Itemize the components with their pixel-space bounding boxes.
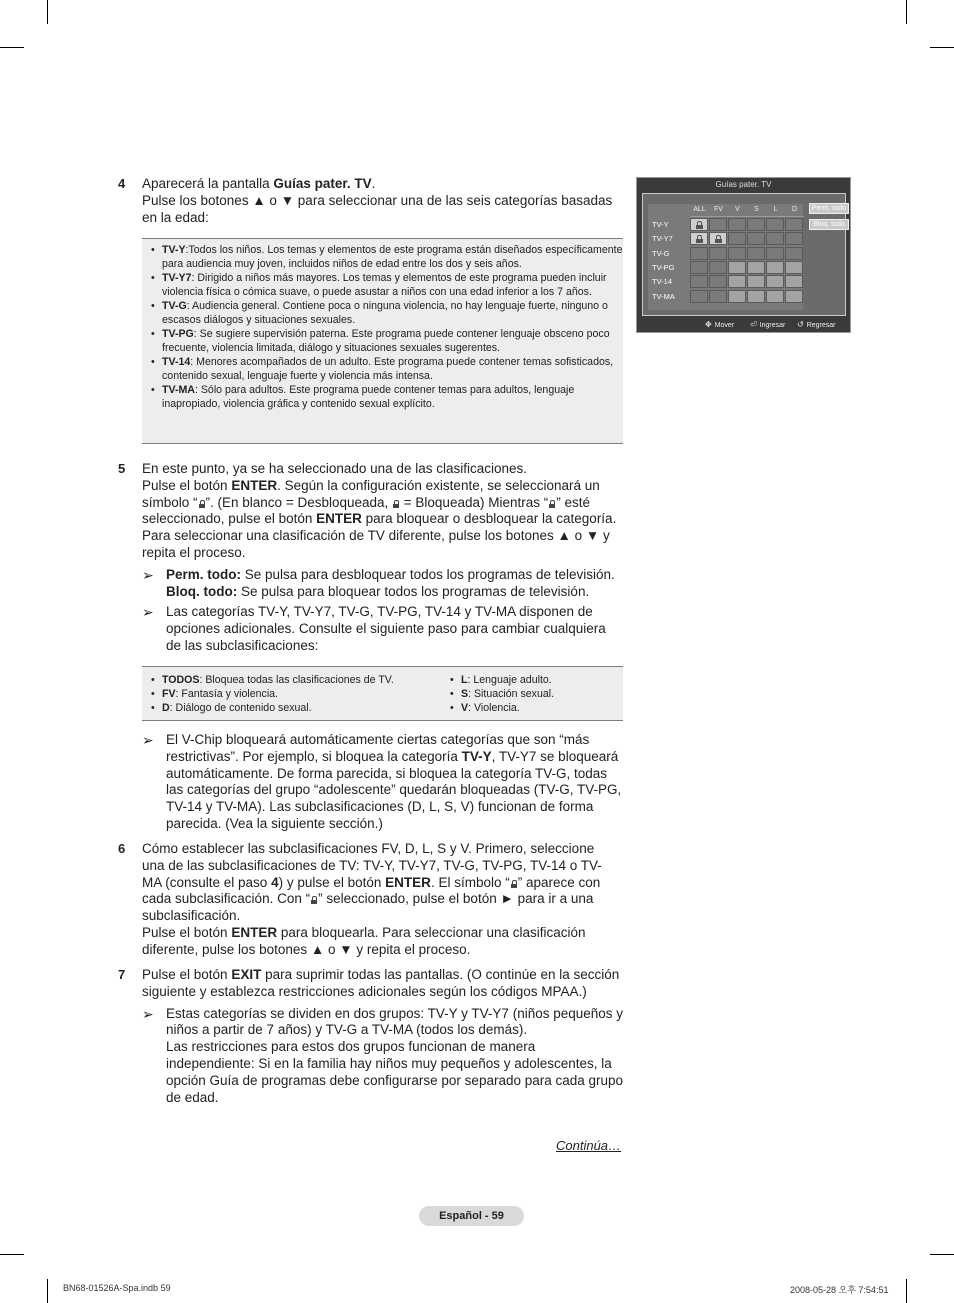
subrating-item bbox=[142, 673, 442, 687]
item-desc: :Todos los niños. Los temas y elementos de este programa están diseñados específicamente para audiencia muy joven, incluidos niños de edad entre los dos y seis años. bbox=[162, 244, 623, 270]
item-label: V bbox=[461, 702, 469, 714]
foot-move bbox=[705, 320, 734, 329]
row-label[interactable]: TV-G bbox=[652, 248, 670, 258]
arrow-icon: ➢ bbox=[142, 566, 154, 583]
foot-enter-label: Ingresar bbox=[759, 322, 786, 329]
item-desc: : Sólo para adultos. Este programa puede contener temas para adultos, lenguaje inapropiado, violencia gráfica y contenido sexual explícito. bbox=[162, 384, 575, 410]
step-text: Aparecerá la pantalla bbox=[142, 176, 274, 191]
column-header: L bbox=[766, 204, 785, 217]
rating-cell[interactable] bbox=[690, 218, 708, 231]
foot-return bbox=[797, 320, 836, 329]
perm-todo-button[interactable]: Perm. todo bbox=[809, 203, 849, 214]
item-desc: : Se sugiere supervisión paterna. Este programa puede contener lenguaje obsceno poco frecuente, violencia limitada, diálogo y situaciones sexuales sugerentes. bbox=[162, 328, 610, 354]
item-desc: : Diálogo de contenido sexual. bbox=[169, 702, 312, 714]
step-text: Cómo establecer las subclasificaciones FV, D, L, S y V. Primero, seleccione una de las subclasificaciones de TV: TV-Y, TV-Y7, TV-G, TV-PG, TV-14 o TV-MA (consulte el paso 4) y pulse el botón ENTER. El símbolo “ ” aparece con cada subclasificación. Con “ ” seleccionado, pulse el botón ► para ir a una subclasificación. bbox=[142, 841, 602, 924]
rating-item bbox=[142, 243, 623, 271]
column-header: D bbox=[785, 204, 804, 217]
continue-label: Continúa… bbox=[556, 1138, 622, 1153]
step-text: Pulse los botones ▲ o ▼ para seleccionar una de las seis categorías basadas en la edad: bbox=[142, 192, 613, 225]
rating-cell[interactable] bbox=[766, 247, 784, 260]
foot-enter bbox=[750, 320, 785, 329]
rating-item bbox=[142, 327, 623, 355]
lock-icon bbox=[199, 500, 205, 508]
item-desc: : Bloquea todas las clasificaciones de TV. bbox=[199, 674, 394, 686]
step-number: 7 bbox=[118, 967, 126, 982]
step-bold: Guías pater. TV bbox=[273, 176, 372, 191]
item-label: L bbox=[461, 674, 468, 686]
footer-timestamp: 2008-05-28 오후 7:54:51 bbox=[790, 1285, 889, 1295]
parental-guide-screen bbox=[636, 177, 851, 333]
note-text: El V-Chip bloqueará automáticamente ciertas categorías que son “más restrictivas”. Por ejemplo, si bloquea la categoría TV-Y, TV-Y7 se bloqueará automáticamente. De forma parecida, si bloquea la categoría TV-G, todas las categorías del grupo “adolescente” quedarán bloqueadas (TV-G, TV-PG, TV-14 y TV-MA). Las subclasificaciones (D, L, S, V) funcionan de forma parecida. (Vea la siguiente sección.) bbox=[166, 732, 622, 831]
enter-icon: ⏎ bbox=[750, 320, 757, 329]
subratings-info-box bbox=[142, 666, 623, 721]
rating-cell[interactable] bbox=[690, 232, 708, 245]
step-text: . bbox=[371, 176, 376, 191]
item-label: D bbox=[162, 702, 170, 714]
subrating-item bbox=[441, 687, 621, 701]
rating-cell[interactable] bbox=[728, 218, 746, 231]
rating-cell[interactable] bbox=[728, 232, 746, 245]
rating-cell[interactable] bbox=[728, 247, 746, 260]
note: ➢ Perm. todo: Se pulsa para desbloquear todos los programas de televisión. Bloq. todo: Se pulsa para bloquear todos los programas de televisión. bbox=[142, 566, 615, 599]
rating-cell[interactable] bbox=[709, 247, 727, 260]
item-desc: : Situación sexual. bbox=[468, 688, 555, 700]
column-header: V bbox=[728, 204, 747, 217]
item-desc: : Audiencia general. Contiene poca o ninguna violencia, no hay lenguaje fuerte, ninguno o escasos diálogos y situaciones sexuales. bbox=[162, 300, 608, 326]
rating-item bbox=[142, 299, 623, 327]
note bbox=[142, 1006, 624, 1107]
rating-cell[interactable] bbox=[709, 232, 727, 245]
arrow-icon: ➢ bbox=[142, 732, 154, 748]
row-label[interactable]: TV-PG bbox=[652, 262, 675, 272]
step-number: 5 bbox=[118, 461, 126, 476]
step-number: 6 bbox=[118, 841, 126, 856]
move-arrows-icon: ✥ bbox=[705, 320, 712, 329]
screen-title: Guías pater. TV bbox=[715, 180, 772, 189]
subrating-item bbox=[142, 701, 442, 715]
lock-icon bbox=[696, 221, 703, 229]
bloq-todo-button[interactable]: Bloq. todo bbox=[809, 219, 849, 230]
rating-cell[interactable] bbox=[709, 290, 727, 303]
screen-panel bbox=[642, 193, 846, 316]
rating-cell[interactable] bbox=[728, 261, 746, 274]
subrating-item bbox=[441, 673, 621, 687]
arrow-icon: ➢ bbox=[142, 1005, 154, 1022]
row-label[interactable]: TV-14 bbox=[652, 277, 673, 287]
rating-cell[interactable] bbox=[747, 275, 765, 288]
item-label: TV-PG bbox=[162, 328, 194, 340]
item-label: S bbox=[461, 688, 469, 700]
footer-file: BN68-01526A-Spa.indb 59 bbox=[63, 1283, 171, 1293]
crop-mark bbox=[906, 0, 907, 24]
rating-cell[interactable] bbox=[690, 247, 708, 260]
item-label: TODOS bbox=[162, 674, 200, 686]
note-text: Estas categorías se dividen en dos grupos: TV-Y y TV-Y7 (niños pequeños y niños a partir de 7 años) y TV-G a TV-MA (todos los demás). bbox=[166, 1005, 624, 1038]
rating-cell[interactable] bbox=[766, 218, 784, 231]
lock-icon bbox=[696, 235, 703, 243]
page-number-badge: Español - 59 bbox=[419, 1206, 524, 1226]
item-desc: : Fantasía y violencia. bbox=[175, 688, 279, 700]
lock-icon bbox=[715, 235, 722, 243]
rating-cell[interactable] bbox=[766, 261, 784, 274]
rating-cell[interactable] bbox=[747, 261, 765, 274]
foot-move-label: Mover bbox=[714, 322, 735, 329]
item-label: TV-14 bbox=[162, 356, 191, 368]
crop-mark bbox=[930, 47, 954, 48]
rating-cell[interactable] bbox=[690, 261, 708, 274]
item-desc: : Lenguaje adulto. bbox=[467, 674, 552, 686]
column-header: S bbox=[747, 204, 766, 217]
ratings-info-box bbox=[142, 238, 623, 444]
item-label: TV-MA bbox=[162, 384, 195, 396]
subrating-item bbox=[142, 687, 442, 701]
row-label[interactable]: TV-Y bbox=[652, 220, 669, 229]
rating-cell[interactable] bbox=[728, 290, 746, 303]
step-text: Pulse el botón ENTER para bloquearla. Para seleccionar una clasificación diferente, pulse los botones ▲ o ▼ y repita el proceso. bbox=[142, 924, 586, 957]
rating-cell[interactable] bbox=[785, 218, 803, 231]
rating-cell[interactable] bbox=[785, 247, 803, 260]
crop-mark bbox=[930, 1254, 954, 1255]
rating-item bbox=[142, 271, 623, 299]
item-desc: : Dirigido a niños más mayores. Los temas y elementos de este programa pueden incluir violencia física o cómica suave, o puede asustar a niños con una edad inferior a los 7 años. bbox=[162, 272, 607, 298]
rating-cell[interactable] bbox=[747, 232, 765, 245]
rating-grid bbox=[648, 204, 803, 310]
rating-cell[interactable] bbox=[747, 218, 765, 231]
item-desc: : Menores acompañados de un adulto. Este programa puede contener temas sofisticados, contenido sexual, lenguaje fuerte y violencia más intensa. bbox=[162, 356, 614, 382]
rating-cell[interactable] bbox=[747, 247, 765, 260]
rating-cell[interactable] bbox=[709, 275, 727, 288]
subrating-item bbox=[441, 701, 621, 715]
crop-mark bbox=[47, 1279, 48, 1303]
step-text: Pulse el botón ENTER. Según la configuración existente, se seleccionará un símbolo “ ”. (En blanco = Desbloqueada, = Bloqueada) Mientras “ ” esté seleccionado, pulse el botón ENTER para bloquear o desbloquear la categoría. Para seleccionar una clasificación de TV diferente, pulse los botones ▲ o ▼ y repita el proceso. bbox=[142, 477, 617, 560]
item-desc: : Violencia. bbox=[468, 702, 520, 714]
rating-cell[interactable] bbox=[785, 275, 803, 288]
rating-cell[interactable] bbox=[766, 275, 784, 288]
rating-cell[interactable] bbox=[690, 290, 708, 303]
lock-icon bbox=[393, 500, 399, 508]
crop-mark bbox=[906, 1279, 907, 1303]
note bbox=[142, 604, 624, 654]
rating-cell[interactable] bbox=[766, 232, 784, 245]
step-text: En este punto, ya se ha seleccionado una de las clasificaciones. bbox=[142, 461, 527, 476]
note-text: Las categorías TV-Y, TV-Y7, TV-G, TV-PG, TV-14 y TV-MA disponen de opciones adicionales. Consulte el siguiente paso para cambiar cualquiera de las subclasificaciones: bbox=[166, 604, 606, 653]
return-icon: ↺ bbox=[797, 320, 804, 329]
item-label: FV bbox=[162, 688, 176, 700]
rating-cell[interactable] bbox=[785, 232, 803, 245]
item-label: TV-G bbox=[162, 300, 187, 312]
crop-mark bbox=[0, 1254, 24, 1255]
step-number: 4 bbox=[118, 176, 126, 191]
item-label: TV-Y7 bbox=[162, 272, 192, 284]
lock-icon bbox=[311, 896, 317, 904]
rating-cell[interactable] bbox=[709, 261, 727, 274]
rating-cell[interactable] bbox=[785, 261, 803, 274]
item-label: TV-Y bbox=[162, 244, 186, 256]
column-header: ALL bbox=[690, 204, 709, 217]
rating-cell[interactable] bbox=[785, 290, 803, 303]
step-text: Pulse el botón EXIT para suprimir todas las pantallas. (O continúe en la sección siguiente y establezca restricciones adicionales según los códigos MPAA.) bbox=[142, 967, 620, 999]
rating-cell[interactable] bbox=[766, 290, 784, 303]
row-label[interactable]: TV-MA bbox=[652, 291, 675, 301]
note-text: Las restricciones para estos dos grupos funcionan de manera independiente: Si en la familia hay niños muy pequeños y adolescentes, la opción Guía de programas debe configurarse por separado para cada grupo de edad. bbox=[166, 1039, 624, 1105]
crop-mark bbox=[47, 0, 48, 24]
row-label[interactable]: TV-Y7 bbox=[652, 234, 673, 244]
rating-cell[interactable] bbox=[709, 218, 727, 231]
rating-cell[interactable] bbox=[690, 275, 708, 288]
rating-item bbox=[142, 383, 623, 411]
rating-cell[interactable] bbox=[728, 275, 746, 288]
arrow-icon: ➢ bbox=[142, 604, 154, 621]
rating-item bbox=[142, 355, 623, 383]
rating-cell[interactable] bbox=[747, 290, 765, 303]
foot-return-label: Regresar bbox=[806, 322, 836, 329]
crop-mark bbox=[0, 47, 24, 48]
lock-icon bbox=[549, 500, 555, 508]
column-header: FV bbox=[709, 204, 728, 217]
lock-icon bbox=[511, 880, 517, 888]
